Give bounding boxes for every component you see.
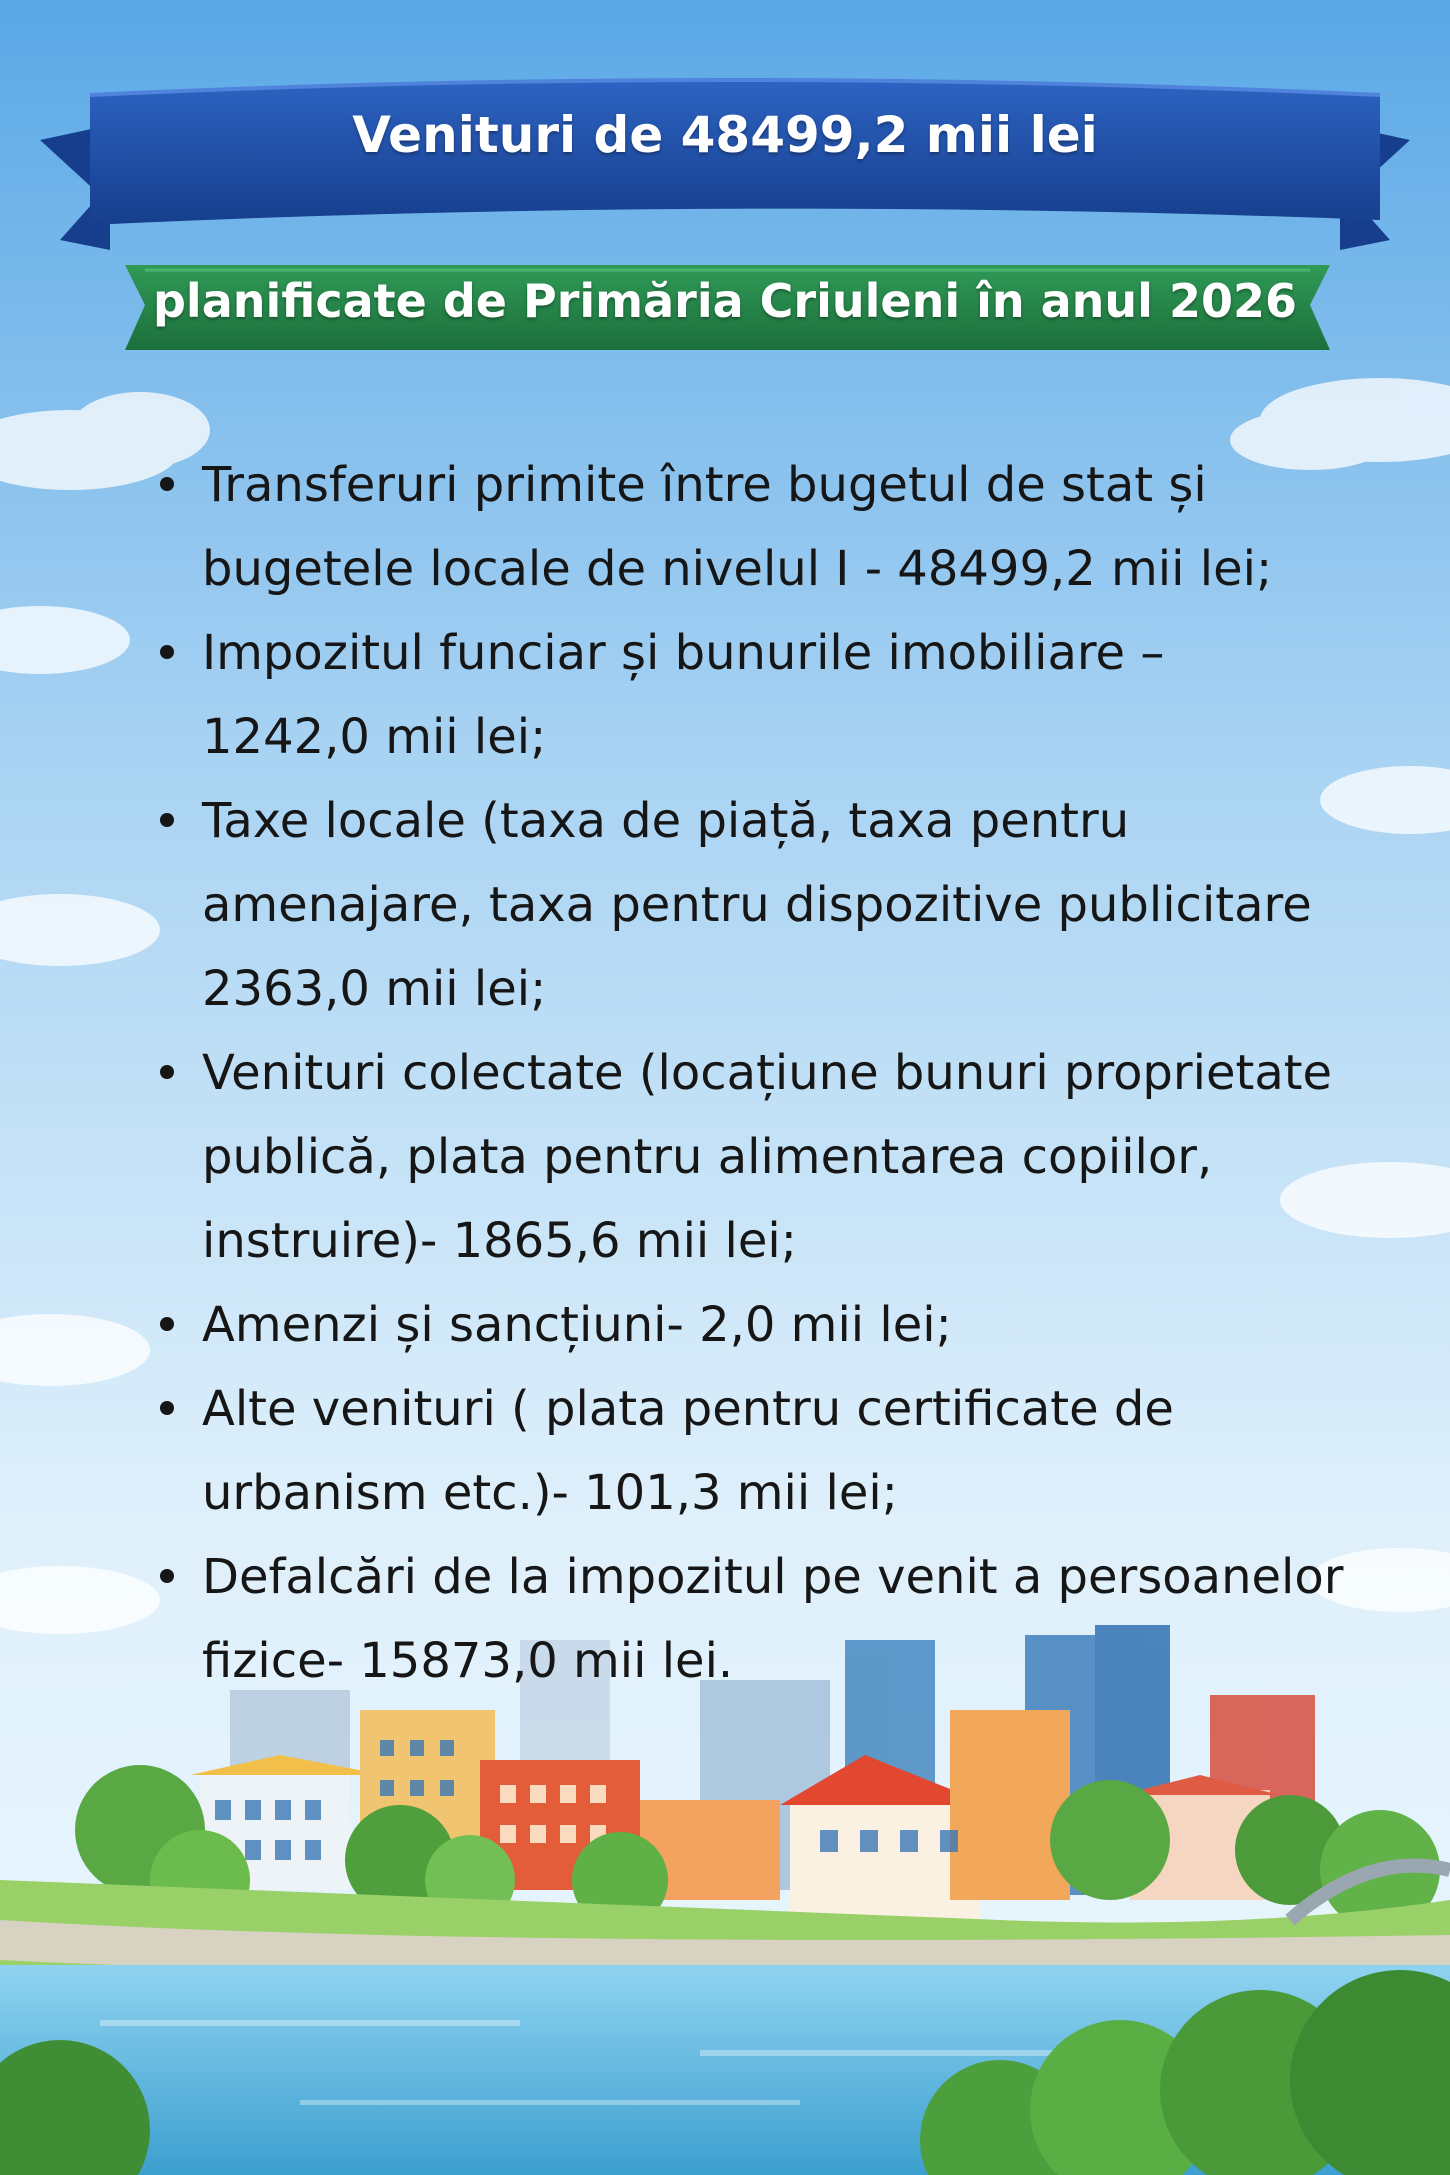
bullet-icon [160, 443, 180, 527]
list-item: Impozitul funciar și bunurile imobiliare – 1242,0 mii lei; [150, 611, 1390, 779]
list-item: Transferuri primite între bugetul de stat și bugetele locale de nivelul I - 48499,2 mii lei; [150, 443, 1390, 611]
bullet-icon [160, 779, 180, 863]
page-title: Venituri de 48499,2 mii lei [352, 106, 1098, 164]
revenue-list [150, 443, 1390, 1703]
list-item: Amenzi și sancțiuni- 2,0 mii lei; [150, 1283, 1390, 1367]
list-item: Venituri colectate (locațiune bunuri proprietate publică, plata pentru alimentarea copiilor, instruire)- 1865,6 mii lei; [150, 1031, 1390, 1283]
bullet-icon [160, 1283, 180, 1367]
list-item: Defalcări de la impozitul pe venit a persoanelor fizice- 15873,0 mii lei. [150, 1535, 1390, 1703]
bullet-icon [160, 1367, 180, 1451]
bullet-icon [160, 1031, 180, 1115]
bullet-icon [160, 1535, 180, 1619]
list-item: Alte venituri ( plata pentru certificate de urbanism etc.)- 101,3 mii lei; [150, 1367, 1390, 1535]
page-subtitle: planificate de Primăria Criuleni în anul 2026 [153, 274, 1297, 328]
bullet-icon [160, 611, 180, 695]
list-item: Taxe locale (taxa de piață, taxa pentru amenajare, taxa pentru dispozitive publicitare 2363,0 mii lei; [150, 779, 1390, 1031]
